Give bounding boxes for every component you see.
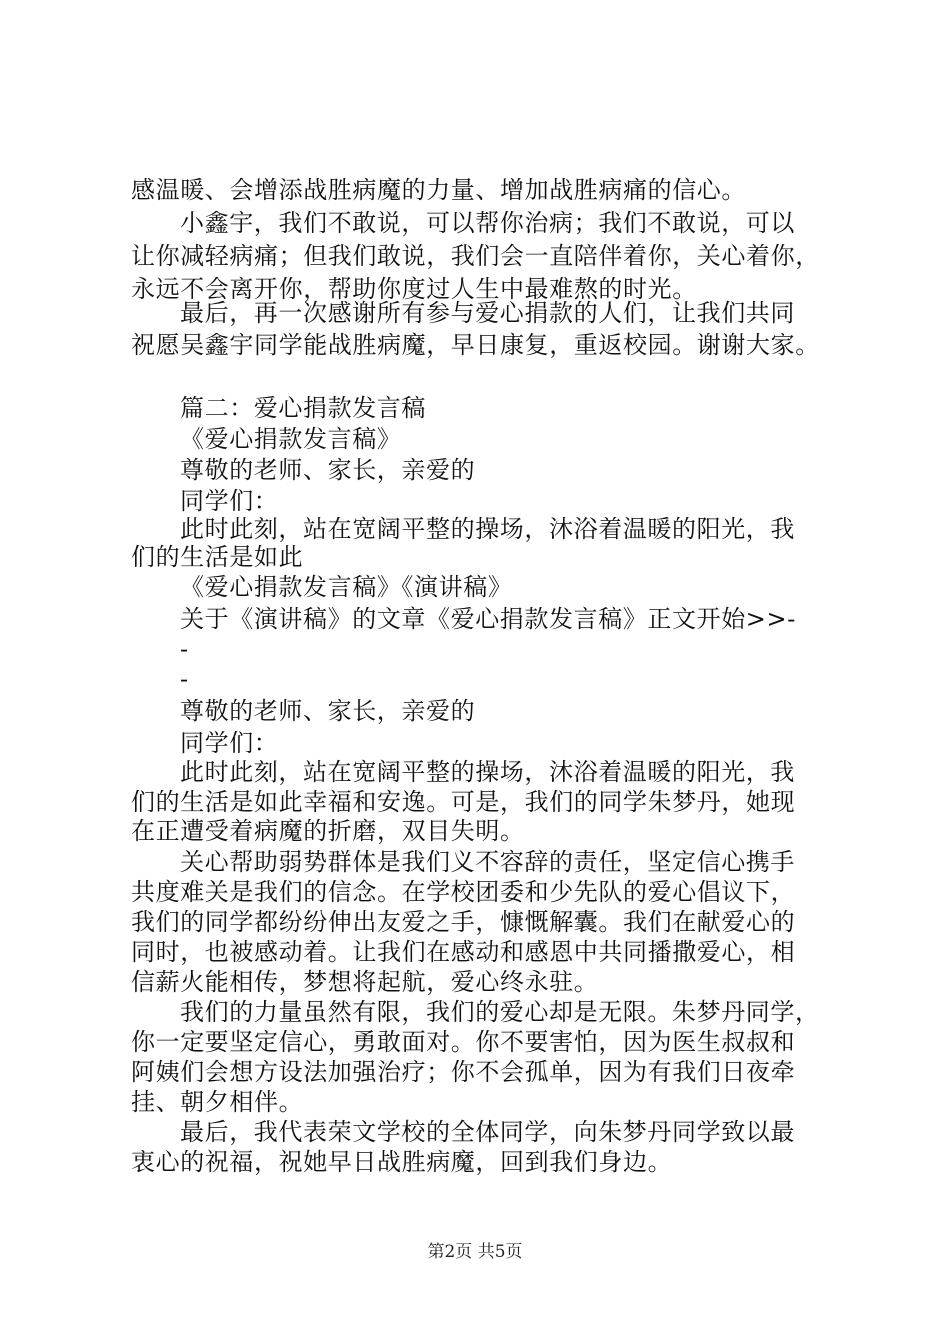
- paragraph-line: 关心帮助弱势群体是我们义不容辞的责任，坚定信心携手: [180, 848, 795, 876]
- paragraph-line: 在正遭受着病魔的折磨，双目失明。: [131, 817, 525, 845]
- paragraph-line: 信薪火能相传，梦想将起航，爱心终永驻。: [131, 968, 599, 996]
- paragraph-line: 最后，再一次感谢所有参与爱心捐款的人们，让我们共同: [180, 299, 795, 327]
- paragraph-line: 共度难关是我们的信念。在学校团委和少先队的爱心倡议下，: [131, 878, 796, 906]
- paragraph-line: 你一定要坚定信心，勇敢面对。你不要害怕，因为医生叔叔和: [131, 1028, 796, 1056]
- paragraph-line: 同时，也被感动着。让我们在感动和感恩中共同播撒爱心，相: [131, 938, 796, 966]
- paragraph-line: 感温暖、会增添战胜病魔的力量、增加战胜病痛的信心。: [131, 176, 746, 204]
- link-line: 关于《演讲稿》的文章《爱心捐款发言稿》正文开始>>-: [180, 605, 796, 633]
- paragraph-line: 永远不会离开你，帮助你度过人生中最难熬的时光。: [131, 275, 697, 303]
- paragraph-line: 此时此刻，站在宽阔平整的操场，沐浴着温暖的阳光，我: [180, 758, 795, 786]
- tag-line: 《爱心捐款发言稿》《演讲稿》: [180, 573, 513, 601]
- separator-dash: -: [180, 665, 189, 693]
- salutation-line: 尊敬的老师、家长，亲爱的: [180, 456, 476, 484]
- paragraph-line: 最后，我代表荣文学校的全体同学，向朱梦丹同学致以最: [180, 1118, 795, 1146]
- salutation-line: 同学们：: [180, 729, 279, 757]
- paragraph-line: 让你减轻病痛；但我们敢说，我们会一直陪伴着你，关心着你，: [131, 242, 820, 270]
- article-title: 《爱心捐款发言稿》: [180, 425, 402, 453]
- paragraph-line: 挂、朝夕相伴。: [131, 1088, 304, 1116]
- section-heading: 篇二：爱心捐款发言稿: [180, 394, 426, 422]
- paragraph-line: 祝愿吴鑫宇同学能战胜病魔，早日康复，重返校园。谢谢大家。: [131, 331, 820, 359]
- page-number-footer: 第2页 共5页: [427, 1242, 523, 1262]
- paragraph-line: 我们的同学都纷纷伸出友爱之手，慷慨解囊。我们在献爱心的: [131, 908, 796, 936]
- separator-dash: -: [180, 635, 189, 663]
- paragraph-line: 小鑫宇，我们不敢说，可以帮你治病；我们不敢说，可以: [180, 209, 795, 237]
- paragraph-line: 衷心的祝福，祝她早日战胜病魔，回到我们身边。: [131, 1148, 673, 1176]
- paragraph-line: 阿姨们会想方设法加强治疗；你不会孤单，因为有我们日夜牵: [131, 1058, 796, 1086]
- paragraph-line: 们的生活是如此: [131, 543, 304, 571]
- paragraph-line: 我们的力量虽然有限，我们的爱心却是无限。朱梦丹同学，: [180, 998, 820, 1026]
- paragraph-line: 们的生活是如此幸福和安逸。可是，我们的同学朱梦丹，她现: [131, 788, 796, 816]
- paragraph-line: 此时此刻，站在宽阔平整的操场，沐浴着温暖的阳光，我: [180, 515, 795, 543]
- salutation-line: 同学们：: [180, 487, 279, 515]
- salutation-line: 尊敬的老师、家长，亲爱的: [180, 697, 476, 725]
